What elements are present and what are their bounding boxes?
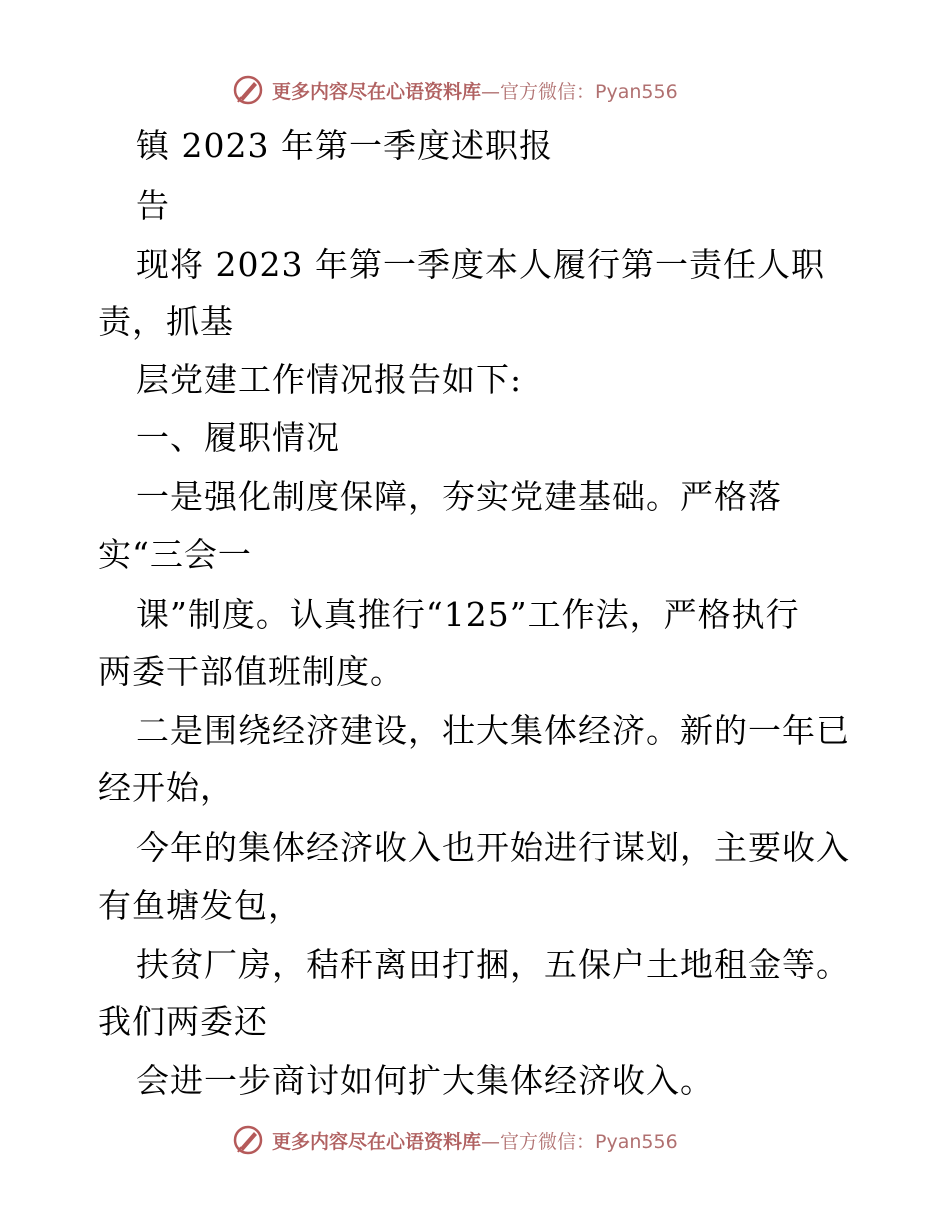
watermark-wechat: —官方微信：Pyan556 [481, 1130, 678, 1153]
doc-line: 镇 2023 年第一季度述职报 [136, 126, 553, 165]
watermark-text [272, 77, 678, 104]
doc-line: 实“三会一 [98, 535, 252, 574]
doc-line: 二是围绕经济建设，壮大集体经济。新的一年已 [136, 711, 850, 750]
quill-logo-icon [232, 1124, 264, 1156]
doc-line: 今年的集体经济收入也开始进行谋划，主要收入 [136, 828, 850, 867]
doc-line: 一是强化制度保障，夯实党建基础。严格落 [136, 477, 782, 516]
watermark-banner-top [232, 72, 678, 108]
watermark-banner-bottom [232, 1122, 678, 1158]
doc-line: 责，抓基 [98, 302, 234, 341]
doc-line: 告 [136, 186, 170, 225]
doc-line: 两委干部值班制度。 [98, 652, 404, 691]
quill-logo-icon [232, 74, 264, 106]
doc-line: 一、履职情况 [136, 418, 340, 457]
watermark-title: 更多内容尽在心语资料库 [272, 1130, 482, 1153]
doc-line: 层党建工作情况报告如下: [136, 360, 523, 399]
doc-line: 会进一步商讨如何扩大集体经济收入。 [136, 1061, 714, 1100]
doc-line: 有鱼塘发包， [98, 886, 302, 925]
doc-line: 经开始， [98, 768, 234, 807]
watermark-title: 更多内容尽在心语资料库 [272, 80, 482, 103]
watermark-wechat: —官方微信：Pyan556 [481, 80, 678, 103]
watermark-text [272, 1127, 678, 1154]
doc-line: 课”制度。认真推行“125”工作法，严格执行 [136, 595, 800, 634]
doc-line: 扶贫厂房，秸秆离田打捆，五保户土地租金等。 [136, 945, 850, 984]
doc-line: 现将 2023 年第一季度本人履行第一责任人职 [136, 245, 825, 284]
doc-line: 我们两委还 [98, 1002, 268, 1041]
